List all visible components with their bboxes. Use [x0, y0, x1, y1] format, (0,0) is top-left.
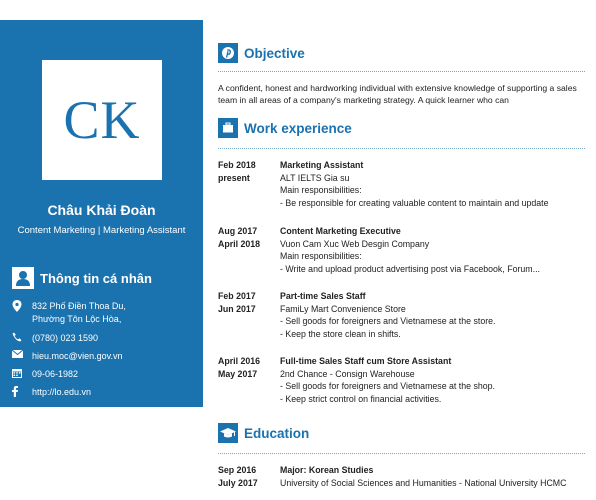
work-position: Part-time Sales Staff — [280, 291, 366, 301]
work-start: Feb 2017 — [218, 291, 256, 301]
work-heading — [218, 118, 585, 138]
phone-icon — [12, 332, 32, 342]
email-address[interactable]: hieu.moc@vien.gov.vn — [32, 351, 123, 361]
education-major: Major: Korean Studies — [280, 465, 374, 475]
work-details — [280, 159, 590, 209]
work-line: Main responsibilities: — [280, 185, 362, 195]
pinterest-icon — [218, 43, 238, 63]
work-line: - Keep the store clean in shifts. — [280, 328, 401, 339]
birthday: 09-06-1982 — [32, 369, 79, 379]
work-line: Main responsibilities: — [280, 251, 362, 261]
work-line: - Sell goods for foreigners and Vietnamese at the shop. — [280, 381, 496, 391]
email-icon — [12, 350, 32, 360]
work-title: Work experience — [244, 120, 352, 136]
education-end: July 2017 — [218, 478, 258, 488]
objective-heading — [218, 43, 585, 63]
work-details — [280, 290, 590, 340]
objective-text: A confident, honest and hardworking individual with extensive knowledge of supporting a sales team in all areas of a company's marketing strategy. A quick learner who can — [218, 83, 577, 105]
phone-number: (0780) 023 1590 — [32, 333, 99, 343]
work-start: Feb 2018 — [218, 160, 256, 170]
website-link[interactable]: http://lo.edu.vn — [32, 387, 92, 397]
work-line: - Be responsible for creating valuable content to maintain and update — [280, 197, 549, 208]
personal-info-title: Thông tin cá nhân — [40, 270, 152, 286]
contact-website[interactable] — [12, 386, 91, 399]
work-divider — [218, 148, 585, 149]
contact-birthday — [12, 368, 78, 381]
avatar-initials: CK — [63, 90, 141, 150]
work-company: FamiLy Mart Convenience Store — [280, 303, 406, 314]
work-end: May 2017 — [218, 369, 258, 379]
address-line-2: Phường Tôn Lộc Hòa, — [32, 314, 122, 324]
contact-address — [12, 300, 126, 326]
contact-phone — [12, 332, 98, 345]
work-position: Full-time Sales Staff cum Store Assistant — [280, 356, 452, 366]
education-start: Sep 2016 — [218, 465, 257, 475]
objective-divider — [218, 71, 585, 72]
education-details — [280, 464, 590, 489]
calendar-icon — [12, 368, 32, 378]
work-line: - Keep strict control on financial activities. — [280, 393, 442, 404]
education-title: Education — [244, 425, 310, 441]
facebook-icon — [12, 386, 32, 396]
user-icon — [12, 267, 34, 289]
education-dates — [218, 464, 278, 490]
profile-name: Châu Khải Đoàn — [47, 202, 156, 218]
graduation-cap-icon — [218, 423, 238, 443]
address-line-1: 832 Phố Điền Thoa Du, — [32, 301, 126, 311]
objective-title: Objective — [244, 45, 305, 61]
work-end: Jun 2017 — [218, 304, 256, 314]
education-divider — [218, 453, 585, 454]
education-heading — [218, 423, 585, 443]
work-end: present — [218, 173, 250, 183]
work-line: - Sell goods for foreigners and Vietnamese at the store. — [280, 316, 496, 326]
work-start: Aug 2017 — [218, 226, 258, 236]
avatar — [42, 60, 162, 180]
contact-email[interactable] — [12, 350, 123, 363]
work-position: Content Marketing Executive — [280, 226, 401, 236]
work-company: 2nd Chance - Consign Warehouse — [280, 368, 415, 379]
work-position: Marketing Assistant — [280, 160, 364, 170]
sidebar — [0, 20, 203, 407]
personal-info-heading — [12, 267, 152, 289]
location-icon — [12, 300, 32, 310]
work-dates — [218, 225, 278, 251]
briefcase-icon — [218, 118, 238, 138]
work-company: ALT IELTS Gia su — [280, 172, 350, 183]
education-school: University of Social Sciences and Humanities - National University HCMC — [280, 477, 567, 488]
work-start: April 2016 — [218, 356, 261, 366]
work-details — [280, 355, 590, 405]
work-end: April 2018 — [218, 239, 261, 249]
work-line: - Write and upload product advertising post via Facebook, Forum... — [280, 263, 540, 274]
work-company: Vuon Cam Xuc Web Desgin Company — [280, 238, 430, 249]
work-dates — [218, 355, 278, 381]
work-details — [280, 225, 590, 275]
work-dates — [218, 159, 278, 185]
profile-title: Content Marketing | Marketing Assistant — [17, 225, 186, 236]
work-dates — [218, 290, 278, 316]
